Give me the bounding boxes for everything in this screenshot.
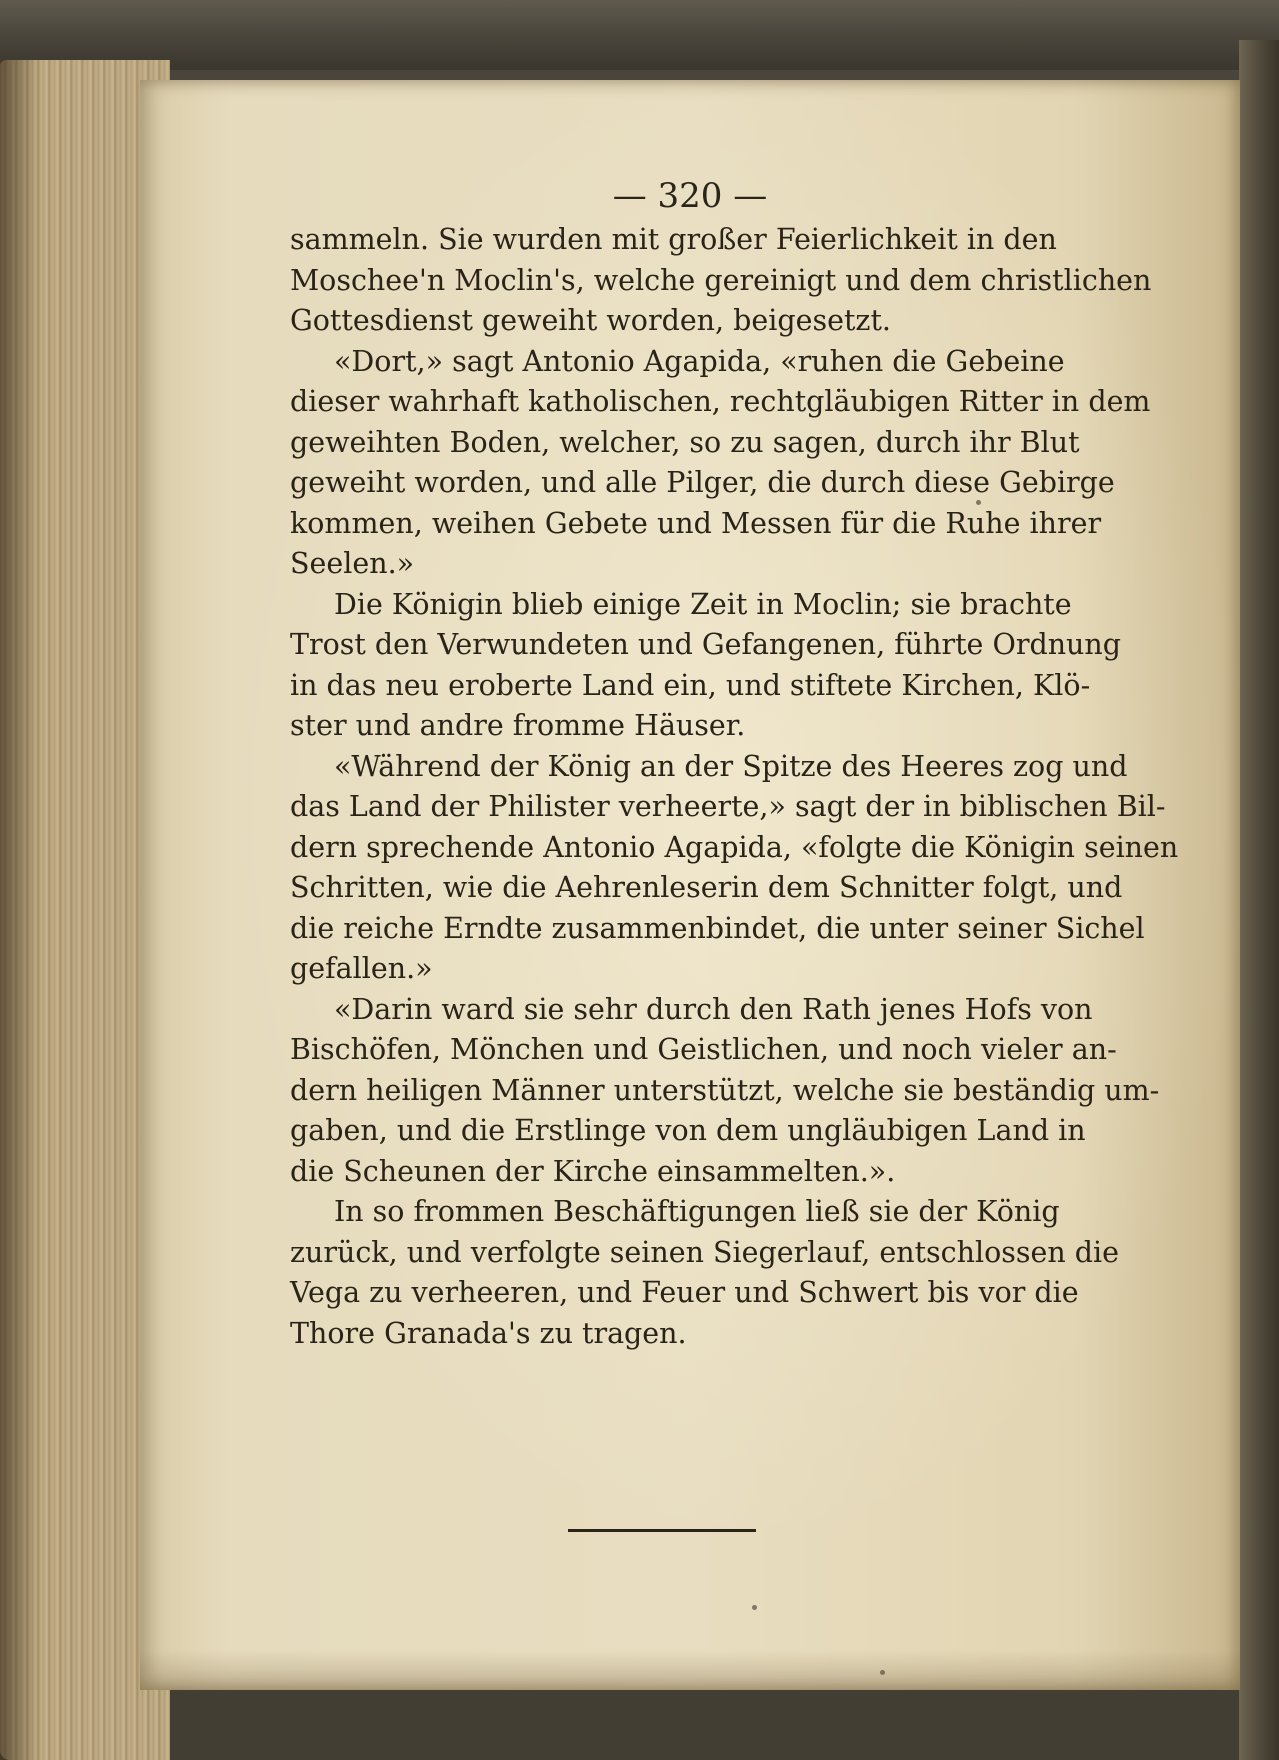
text-line: Vega zu verheeren, und Feuer und Schwert bis vor die (290, 1276, 1079, 1309)
binding-strip (0, 0, 1279, 70)
paper-speck (976, 500, 981, 505)
text-line: gaben, und die Erstlinge von dem ungläubigen Land in (290, 1114, 1086, 1147)
text-line: die reiche Erndte zusammenbindet, die unter seiner Sichel (290, 911, 1145, 945)
page-number: — 320 — (612, 176, 768, 216)
text-line: Bischöfen, Mönchen und Geistlichen, und noch vieler an- (290, 1033, 1117, 1066)
paragraph (290, 342, 1160, 585)
text-line: «Während der König an der Spitze des Heeres zog und (334, 749, 1128, 783)
paragraph (290, 990, 1160, 1193)
text-line: kommen, weihen Gebete und Messen für die Ruhe ihrer (290, 506, 1102, 540)
page-edges-shadow (0, 60, 40, 1760)
text-line: sammeln. Sie wurden mit großer Feierlichkeit in den (290, 223, 1057, 256)
text-line: Moschee'n Moclin's, welche gereinigt und dem christlichen (290, 263, 1152, 297)
paragraph (290, 1192, 1160, 1354)
text-line: zurück, und verfolgte seinen Siegerlauf, entschlossen die (290, 1235, 1119, 1269)
text-line: Die Königin blieb einige Zeit in Moclin; sie brachte (334, 587, 1072, 621)
page-shadow (140, 1650, 1240, 1690)
paragraph (290, 220, 1160, 342)
text-line: «Dort,» sagt Antonio Agapida, «ruhen die Gebeine (334, 344, 1065, 378)
text-line: dieser wahrhaft katholischen, rechtgläubigen Ritter in dem (290, 385, 1151, 418)
text-line: Trost den Verwundeten und Gefangenen, führte Ordnung (290, 628, 1122, 661)
text-line: dern heiligen Männer unterstützt, welche sie beständig um- (290, 1073, 1160, 1107)
text-line: geweihten Boden, welcher, so zu sagen, durch ihr Blut (290, 425, 1080, 459)
paragraph (290, 747, 1179, 990)
text-line: «Darin ward sie sehr durch den Rath jenes Hofs von (334, 992, 1093, 1026)
end-rule (568, 1529, 756, 1532)
text-line: dern sprechende Antonio Agapida, «folgte die Königin seinen (290, 830, 1179, 864)
paper-speck (752, 1605, 757, 1610)
text-line: in das neu eroberte Land ein, und stiftete Kirchen, Klö- (290, 668, 1091, 702)
cover-edge (1239, 40, 1279, 1760)
text-line: geweiht worden, und alle Pilger, die durch diese Gebirge (290, 466, 1115, 499)
text-line: Thore Granada's zu tragen. (290, 1316, 687, 1350)
text-line: das Land der Philister verheerte,» sagt der in biblischen Bil- (290, 790, 1166, 823)
text-line: Gottesdienst geweiht worden, beigesetzt. (290, 304, 891, 337)
text-line: In so frommen Beschäftigungen ließ sie der König (334, 1195, 1060, 1228)
text-line: Seelen.» (290, 547, 415, 580)
text-line: die Scheunen der Kirche einsammelten.». (290, 1154, 896, 1188)
text-line: gefallen.» (290, 952, 433, 985)
page-body (290, 220, 1179, 1354)
paragraph (290, 585, 1160, 747)
text-line: ster und andre fromme Häuser. (290, 709, 746, 742)
text-line: Schritten, wie die Aehrenleserin dem Schnitter folgt, und (290, 871, 1123, 904)
book-page (140, 80, 1240, 1690)
